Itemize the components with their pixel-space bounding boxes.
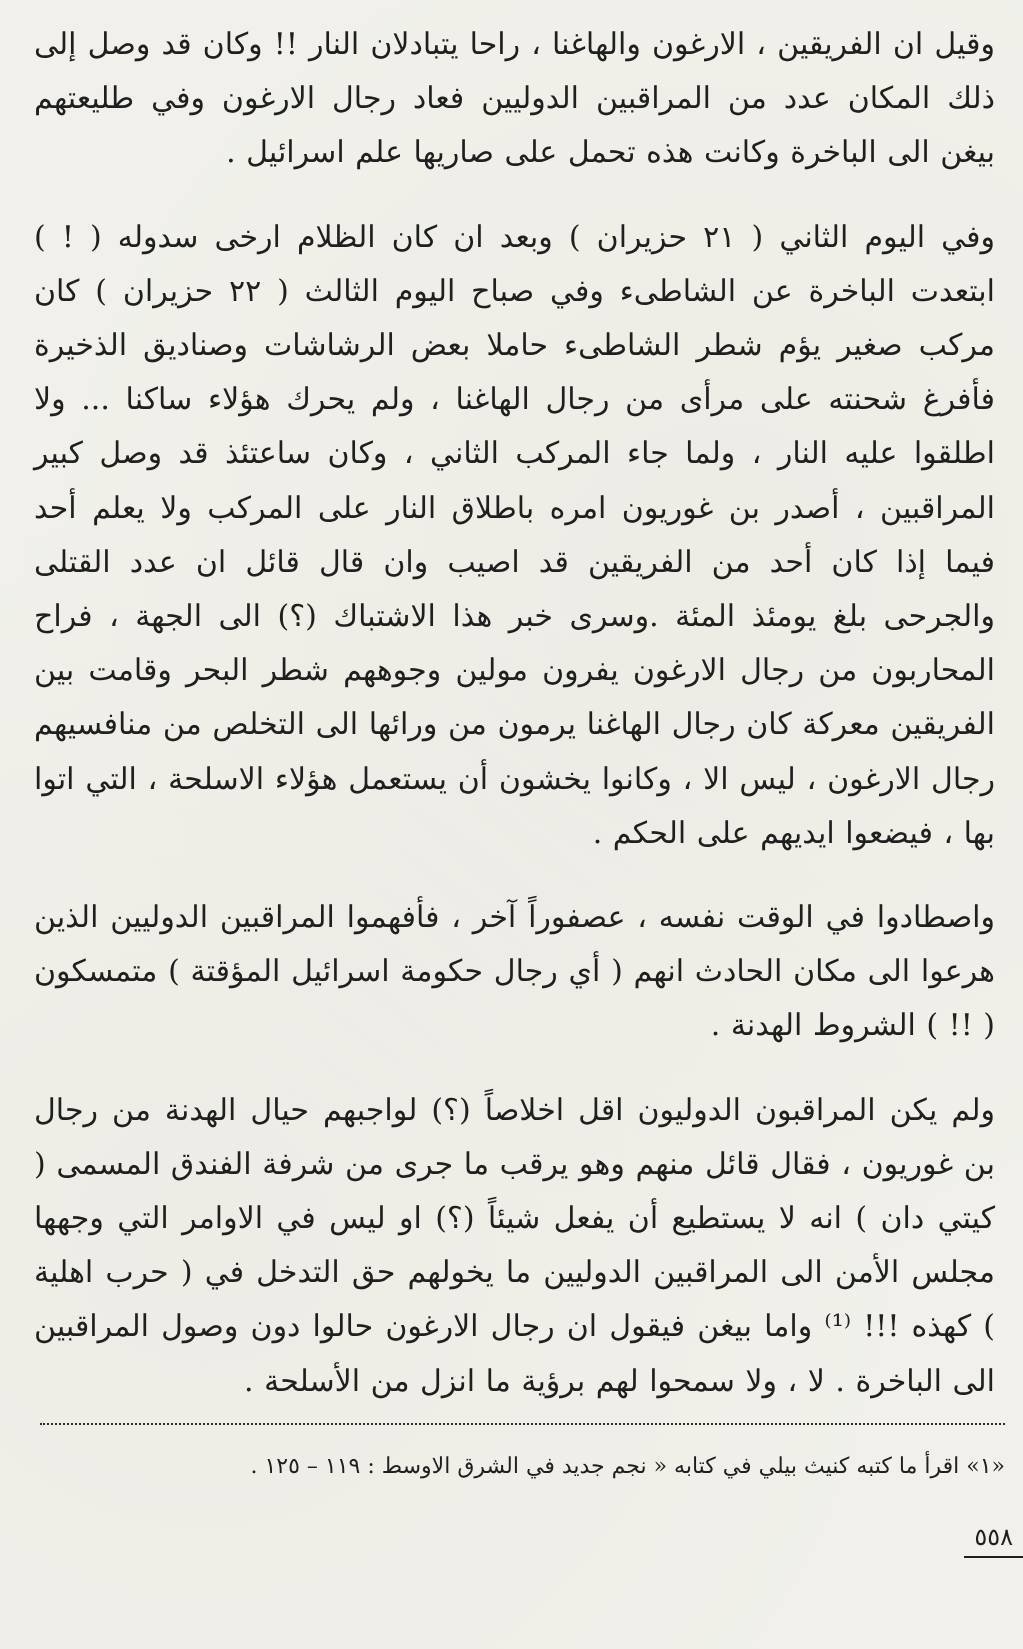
paragraph-4: ولم يكن المراقبون الدوليون اقل اخلاصاً (؟) لواجبهم حيال الهدنة من رجال بن غوريون ، فقال قائل منهم وهو يرقب ما جرى من شرفة الفندق المسمى ( كيتي دان ) انه لا يستطيع أن يفعل شيئاً (؟) او ليس في الاوامر التي وجهها مجلس الأمن الى المراقبين الدوليين ما يخولهم حق التدخل في ( حرب اهلية ) كهذه !!! ⁽¹⁾ واما بيغن فيقول ان رجال الارغون حالوا دون وصول المراقبين الى الباخرة . لا ، ولا سمحوا لهم برؤية ما انزل من الأسلحة . (34, 1092, 995, 1399)
paragraph-2: وفي اليوم الثاني ( ٢١ حزيران ) وبعد ان كان الظلام ارخى سدوله ( ! ) ابتعدت الباخرة عن الشاطىء وفي صباح اليوم الثالث ( ٢٢ حزيران ) كان مركب صغير يؤم شطر الشاطىء حاملا بعض الرشاشات وصناديق الذخيرة فأفرغ شحنته على مرأى من رجال الهاغنا ، ولم يحرك هؤلاء ساكنا ... ولا اطلقوا عليه النار ، ولما جاء المركب الثاني ، وكان ساعتئذ قد وصل كبير المراقبين ، أصدر بن غوريون امره باطلاق النار على المركب ولا يعلم أحد فيما إذا كان أحد من الفريقين قد اصيب وان قال قائل ان عدد القتلى والجرحى بلغ يومئذ المئة .وسرى خبر هذا الاشتباك (؟) الى الجهة ، فراح المحاربون من رجال الارغون يفرون مولين وجوههم شطر البحر وقامت بين الفريقين معركة كان رجال الهاغنا يرمون من ورائها الى التخلص من منافسيهم رجال الارغون ، ليس الا ، وكانوا يخشون أن يستعمل هؤلاء الاسلحة ، التي اتوا بها ، فيضعوا ايديهم على الحكم . (34, 219, 995, 851)
footnote-separator (40, 1423, 1005, 1425)
page-number-text: ٥٥٨ (964, 1520, 1023, 1558)
paragraph-1: وقيل ان الفريقين ، الارغون والهاغنا ، راحا يتبادلان النار !! وكان قد وصل إلى ذلك المكان عدد من المراقبين الدوليين فعاد رجال الارغون وفي طليعتهم بيغن الى الباخرة وكانت هذه تحمل على صاريها علم اسرائيل . (34, 27, 995, 171)
paragraph-3: واصطادوا في الوقت نفسه ، عصفوراً آخر ، فأفهموا المراقبين الدوليين الذين هرعوا الى مكان الحادث انهم ( أي رجال حكومة اسرائيل المؤقتة ) متمسكون ( !! ) الشروط الهدنة . (34, 900, 995, 1044)
footnote: «١» اقرأ ما كتبه كنيث بيلي في كتابه « نجم جديد في الشرق الاوسط : ١١٩ – ١٢٥ . (250, 1454, 1005, 1479)
page-number (0, 1520, 1023, 1558)
